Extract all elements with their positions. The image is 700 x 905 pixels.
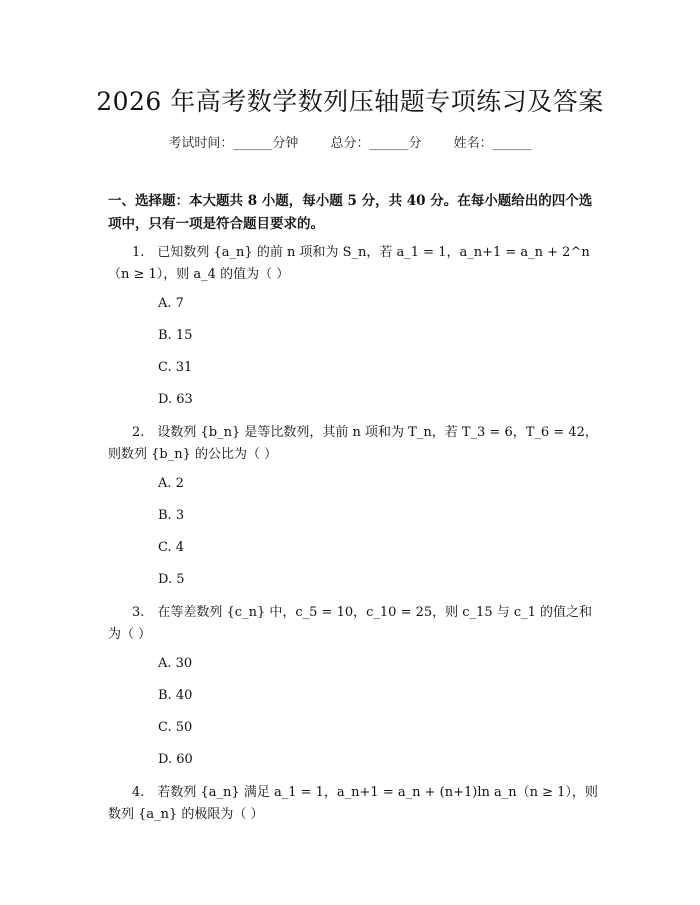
option-d: D. 60: [158, 752, 193, 767]
exam-time-field: 考试时间：______分钟: [168, 136, 299, 151]
question-text: 2. 设数列 {b_n} 是等比数列，其前 n 项和为 T_n，若 T_3 = 6，T_6 = 42，则数列 {b_n} 的公比为（ ）: [108, 425, 598, 462]
question-text: 3. 在等差数列 {c_n} 中，c_5 = 10，c_10 = 25，则 c_15 与 c_1 的值之和为（ ）: [108, 605, 593, 642]
question-1: [108, 242, 598, 286]
option-c: C. 4: [158, 540, 185, 555]
question-4: [108, 782, 598, 826]
option-c: C. 50: [158, 720, 193, 735]
question-text: 1. 已知数列 {a_n} 的前 n 项和为 S_n，若 a_1 = 1，a_n+1 = a_n + 2^n（n ≥ 1），则 a_4 的值为（ ）: [108, 245, 590, 282]
option-b: B. 3: [158, 508, 185, 523]
option-d: D. 5: [158, 572, 185, 587]
name-field: 姓名：______: [453, 136, 532, 151]
option-a: A. 30: [158, 656, 193, 671]
option-a: A. 7: [158, 296, 184, 311]
option-b: B. 40: [158, 688, 193, 703]
option-b: B. 15: [158, 328, 193, 343]
option-a: A. 2: [158, 476, 184, 491]
total-score-field: 总分：______分: [330, 136, 422, 151]
page-title: 2026 年高考数学数列压轴题专项练习及答案: [96, 87, 604, 116]
section-heading: 一、选择题：本大题共 8 小题，每小题 5 分，共 40 分。在每小题给出的四个选项中，只有一项是符合题目要求的。: [108, 193, 593, 232]
question-text: 4. 若数列 {a_n} 满足 a_1 = 1，a_n+1 = a_n + (n+1)ln a_n（n ≥ 1），则数列 {a_n} 的极限为（ ）: [108, 785, 598, 822]
exam-info: [0, 132, 700, 151]
question-2: [108, 422, 598, 466]
question-3: [108, 602, 598, 646]
option-d: D. 63: [158, 392, 193, 407]
option-c: C. 31: [158, 360, 193, 375]
